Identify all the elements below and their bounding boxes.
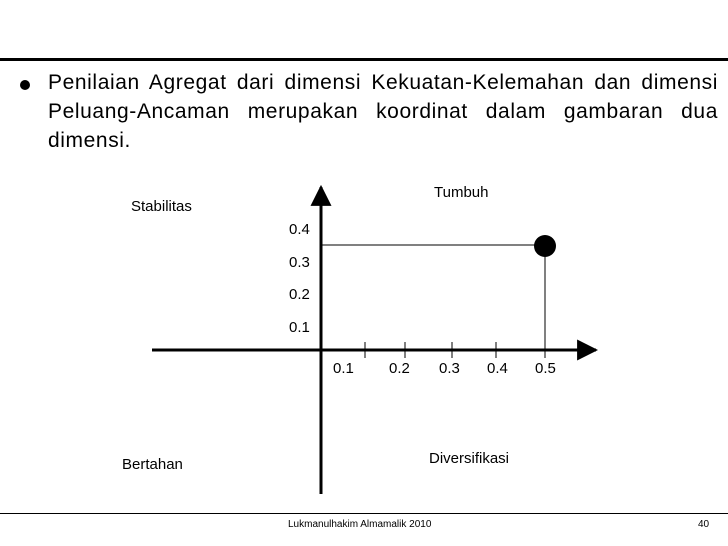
quadrant-top-left-label: Stabilitas (131, 198, 192, 215)
x-tick-label: 0.4 (487, 360, 508, 377)
y-tick-label: 0.2 (289, 286, 310, 303)
x-tick-label: 0.3 (439, 360, 460, 377)
y-tick-label: 0.4 (289, 221, 310, 238)
y-tick-label: 0.1 (289, 319, 310, 336)
position-point (534, 235, 556, 257)
footer-divider (0, 513, 728, 514)
page-number: 40 (698, 519, 710, 530)
footer-author: Lukmanulhakim Almamalik 2010 (288, 519, 432, 530)
y-tick-label: 0.3 (289, 254, 310, 271)
bullet-text: Penilaian Agregat dari dimensi Kekuatan-Kelemahan dan dimensi Peluang-Ancaman merupakan koordinat dalam gambaran dua dimensi. (48, 71, 718, 152)
quadrant-top-right-label: Tumbuh (434, 184, 489, 201)
x-tick-label: 0.2 (389, 360, 410, 377)
x-tick-label: 0.1 (333, 360, 354, 377)
quadrant-bottom-right-label: Diversifikasi (429, 450, 510, 467)
quadrant-bottom-left-label: Bertahan (122, 456, 183, 473)
x-tick-label: 0.5 (535, 360, 556, 377)
